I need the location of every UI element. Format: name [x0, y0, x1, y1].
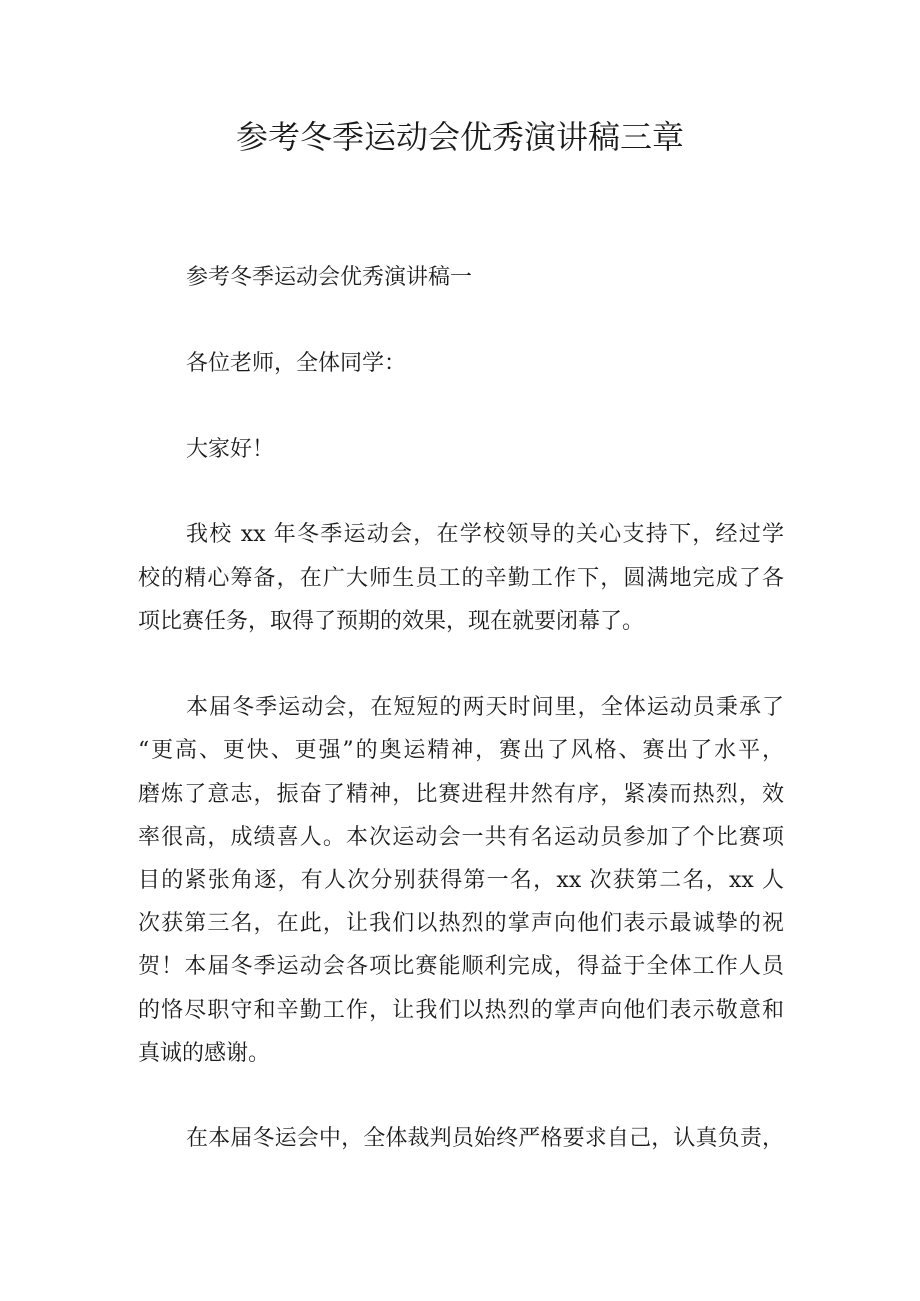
- paragraph-3-line-1: 在本届冬运会中，全体裁判员始终严格要求自己，认真负责，: [186, 1126, 784, 1151]
- document-title: 参考冬季运动会优秀演讲稿三章: [235, 118, 684, 156]
- paragraph-2-line-5: 目的紧张角逐，有人次分别获得第一名，xx 次获第二名，xx 人: [138, 868, 784, 893]
- paragraph-2-line-2: “更高、更快、更强”的奥运精神，赛出了风格、赛出了水平，: [138, 738, 784, 763]
- paragraph-2-line-3: 磨炼了意志，振奋了精神，比赛进程井然有序，紧凑而热烈，效: [138, 782, 784, 807]
- paragraph-2-line-9: 真诚的感谢。: [138, 1041, 271, 1066]
- paragraph-1-line-3: 项比赛任务，取得了预期的效果，现在就要闭幕了。: [138, 609, 645, 634]
- paragraph-2-line-7: 贺！本届冬季运动会各项比赛能顺利完成，得益于全体工作人员: [138, 954, 784, 979]
- speech-subtitle: 参考冬季运动会优秀演讲稿一: [186, 265, 473, 290]
- paragraph-1-line-2: 校的精心筹备，在广大师生员工的辛勤工作下，圆满地完成了各: [138, 566, 784, 591]
- paragraph-2-line-1: 本届冬季运动会，在短短的两天时间里，全体运动员秉承了: [186, 695, 784, 720]
- paragraph-2-line-6: 次获第三名，在此，让我们以热烈的掌声向他们表示最诚挚的祝: [138, 911, 784, 936]
- salutation: 各位老师，全体同学：: [186, 351, 407, 376]
- paragraph-1-line-1: 我校 xx 年冬季运动会，在学校领导的关心支持下，经过学: [186, 522, 784, 547]
- paragraph-2-line-4: 率很高，成绩喜人。本次运动会一共有名运动员参加了个比赛项: [138, 825, 784, 850]
- paragraph-2-line-8: 的恪尽职守和辛勤工作，让我们以热烈的掌声向他们表示敬意和: [138, 998, 784, 1023]
- greeting: 大家好！: [186, 437, 275, 462]
